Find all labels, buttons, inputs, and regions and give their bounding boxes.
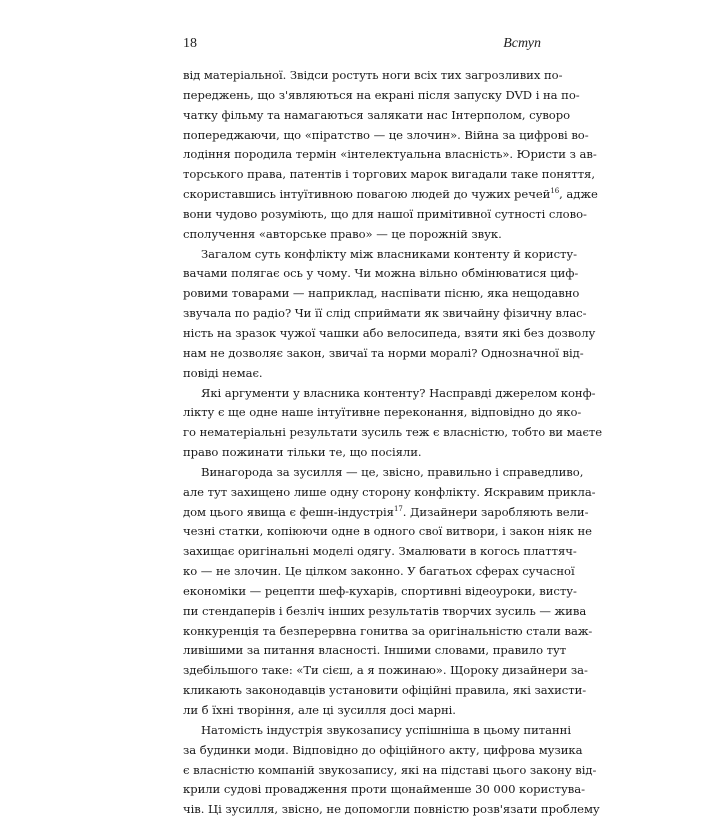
text-line <box>183 344 584 364</box>
text-line-content: за будинки моди. Відповідно до офіційного акту, цифрова музика <box>183 742 583 757</box>
text-line <box>183 463 584 483</box>
text-line-content: вачами полягає ось у чому. Чи можна вільно обмінюватися циф- <box>183 266 579 281</box>
text-line-content: конкуренція та безперервна гонитва за оригінальністю стали важ- <box>183 623 593 638</box>
text-line <box>183 403 582 423</box>
text-line-content: переджень, що з'являються на екрані після запуску DVD і на по- <box>183 87 580 102</box>
text-line-content: чів. Ці зусилля, звісно, не допомогли повністю розв'язати проблему <box>183 802 600 817</box>
section-title: Вступ <box>503 36 541 51</box>
text-line-tail: , адже <box>559 187 598 202</box>
text-line <box>183 721 571 741</box>
body-text <box>183 66 603 820</box>
text-line-content: вони чудово розуміють, що для нашої примітивної сутності слово- <box>183 206 587 221</box>
text-line <box>183 304 587 324</box>
text-line-content: повіді немає. <box>183 365 263 380</box>
text-line <box>183 86 580 106</box>
text-line-content: лікту є ще одне наше інтуїтивне переконання, відповідно до яко- <box>183 405 582 420</box>
text-line-content: нам не дозволяє закон, звичаї та норми моралі? Однозначної від- <box>183 345 584 360</box>
text-line <box>183 661 588 681</box>
text-line-content: ко — не злочин. Це цілком законно. У багатьох сферах сучасної <box>183 564 575 579</box>
text-line-content: ли б їхні творіння, але ці зусилля досі марні. <box>183 703 456 717</box>
text-line <box>183 701 541 721</box>
text-line-content: скориставшись інтуїтивною повагою людей до чужих речей <box>183 187 551 202</box>
text-line-content: є власністю компаній звукозапису, які на підставі цього закону від- <box>183 762 597 777</box>
text-line-content: ливішими за питання власності. Іншими словами, правило тут <box>183 643 567 658</box>
text-line-content: економіки — рецепти шеф-кухарів, спортивні відеоуроки, висту- <box>183 583 577 598</box>
text-line <box>183 145 597 165</box>
footnote-marker: 17 <box>393 504 403 513</box>
text-line <box>183 641 567 661</box>
text-line-content: чезні статки, копіюючи одне в одного свої витвори, і закон ніяк не <box>183 524 592 539</box>
text-line <box>183 800 600 820</box>
text-line-content: звучала по радіо? Чи її слід сприймати як звичайну фізичну влас- <box>183 306 587 321</box>
text-line-content: від матеріальної. Звідси ростуть ноги всіх тих загрозливих по- <box>183 68 563 82</box>
text-line <box>183 324 596 344</box>
text-line <box>183 185 598 205</box>
text-line-content: торського права, патентів і торгових марок вигадали таке поняття, <box>183 167 595 182</box>
text-line <box>183 443 541 463</box>
text-line-content: захищає оригінальні моделі одягу. Змалювати в когось платтяч- <box>183 544 577 559</box>
text-line-content: чатку фільму та намагаються залякати нас Інтерполом, суворо <box>183 107 571 122</box>
text-line-content: але тут захищено лише одну сторону конфлікту. Яскравим прикла- <box>183 484 596 499</box>
text-line-content: Загалом суть конфлікту між власниками контенту й користу- <box>201 246 578 261</box>
text-line <box>183 384 596 404</box>
text-line-content: Які аргументи у власника контенту? Насправді джерелом конф- <box>201 385 596 400</box>
text-line-content: Натомість індустрія звукозапису успішніша в цьому питанні <box>201 722 571 737</box>
text-line-content: сполучення «авторське право» — це порожній звук. <box>183 226 502 241</box>
text-line-content: Винагорода за зусилля — це, звісно, правильно і справедливо, <box>201 464 584 479</box>
text-line <box>183 284 580 304</box>
text-line <box>183 741 583 761</box>
text-line-content: здебільшого таке: «Ти сієш, а я пожинаю». Щороку дизайнери за- <box>183 663 588 678</box>
text-line <box>183 423 603 443</box>
text-line <box>183 602 587 622</box>
text-line <box>183 761 597 781</box>
text-line <box>183 562 575 582</box>
text-line <box>183 245 578 265</box>
text-line <box>183 780 585 800</box>
text-line <box>183 483 596 503</box>
text-line <box>183 364 541 384</box>
text-line <box>183 582 577 602</box>
text-line-content: попереджаючи, що «піратство — це злочин». Війна за цифрові во- <box>183 127 589 142</box>
text-line-content: право пожинати тільки те, що посіяли. <box>183 445 422 460</box>
text-line <box>183 542 577 562</box>
text-line-content: го нематеріальні результати зусиль теж є власністю, тобто ви маєте <box>183 425 603 440</box>
text-line <box>183 106 571 126</box>
text-line-content: кликають законодавців установити офіційні правила, які захисти- <box>183 683 587 698</box>
text-line-content: ровими товарами — наприклад, наспівати пісню, яка нещодавно <box>183 286 580 301</box>
text-line-content: крили судові провадження проти щонайменше 30 000 користува- <box>183 782 585 797</box>
text-line <box>183 622 593 642</box>
text-line <box>183 503 589 523</box>
text-line-content: пи стендаперів і безліч інших результатів творчих зусиль — жива <box>183 603 587 618</box>
text-line <box>183 165 595 185</box>
text-line <box>183 522 592 542</box>
text-line <box>183 66 563 86</box>
text-line <box>183 681 587 701</box>
text-line <box>183 205 587 225</box>
text-line <box>183 126 589 146</box>
text-line <box>183 264 579 284</box>
text-line-content: дом цього явища є фешн-індустрія <box>183 504 394 519</box>
running-header <box>183 36 541 56</box>
text-line <box>183 225 541 245</box>
text-line-content: лодіння породила термін «інтелектуальна власність». Юристи з ав- <box>183 147 597 162</box>
footnote-marker: 16 <box>550 187 560 196</box>
text-line-content: ність на зразок чужої чашки або велосипеда, взяти які без дозволу <box>183 325 596 340</box>
page-number: 18 <box>183 36 197 51</box>
text-line-tail: . Дизайнери заробляють вели- <box>402 504 589 519</box>
